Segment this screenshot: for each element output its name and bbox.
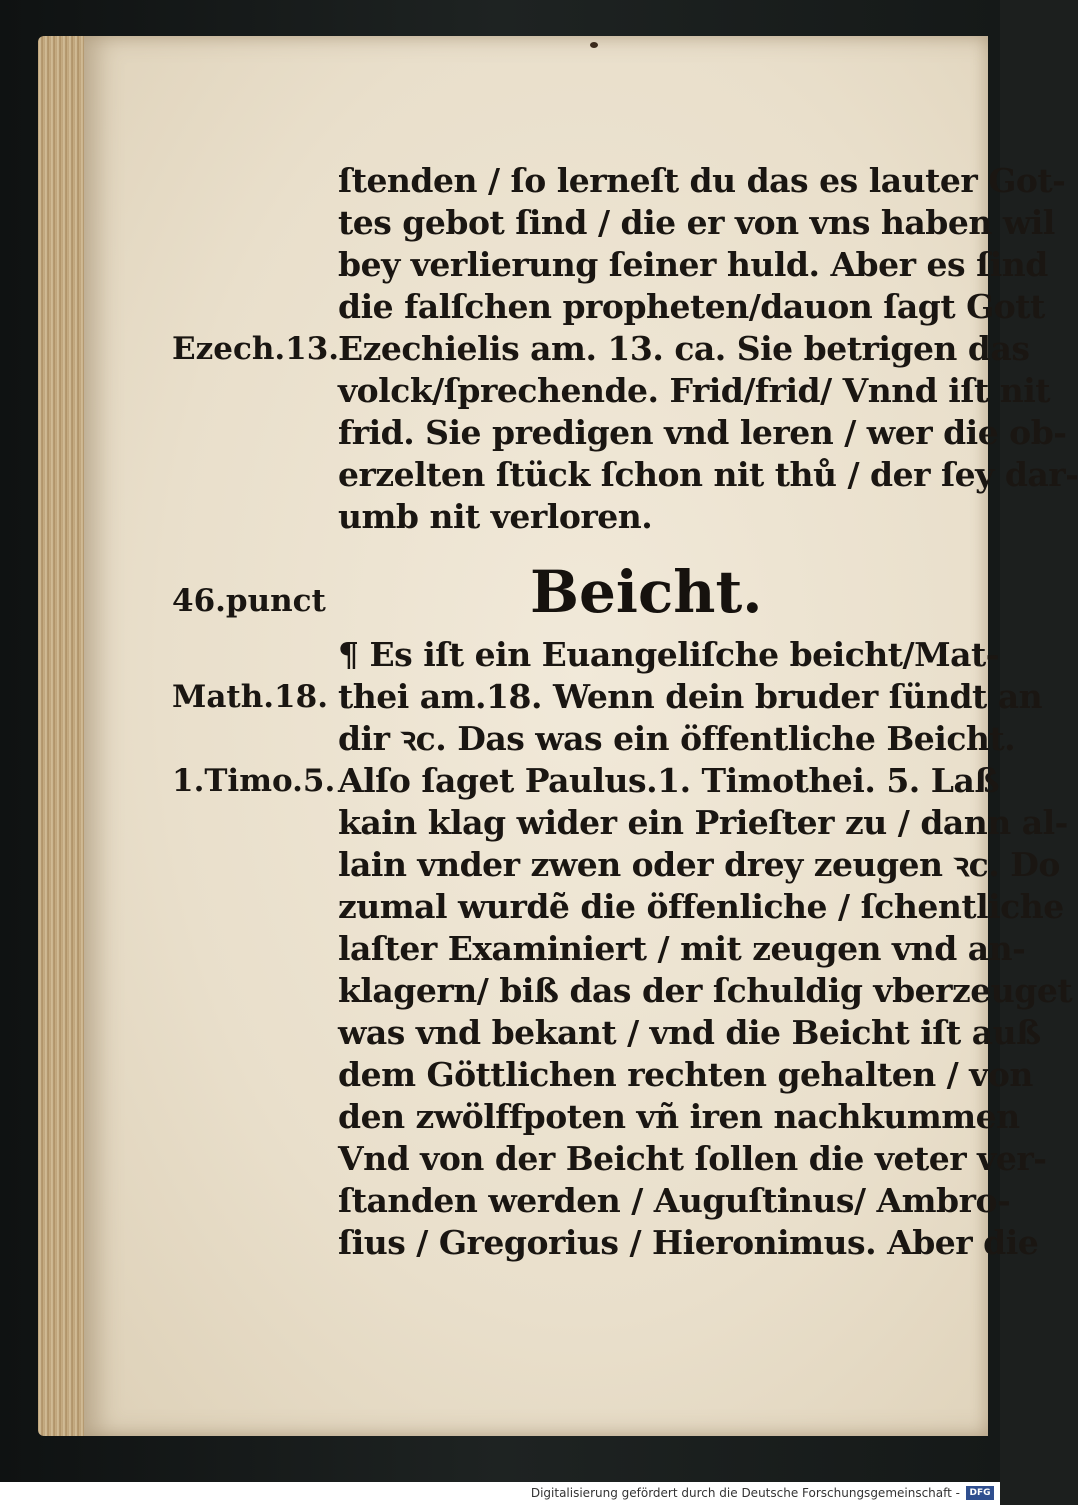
- text-line: frid. Sie predigen vnd leren / wer die ob-: [338, 413, 1067, 452]
- section-heading: Beicht.: [530, 558, 763, 626]
- text-line: die falſchen propheten/dauon ſagt Gott: [338, 287, 1045, 326]
- text-line: den zwölffpoten vñ iren nachkummen: [338, 1097, 1020, 1136]
- text-line: was vnd bekant / vnd die Beicht iſt auß: [338, 1013, 1041, 1052]
- ink-spot: [590, 42, 598, 48]
- footer-credit: Digitalisierung gefördert durch die Deutsche Forschungsgemeinschaft -: [530, 1486, 960, 1500]
- main-text-top: [338, 160, 1078, 538]
- book-page-edges: [38, 36, 90, 1436]
- text-line: Alſo ſaget Paulus.1. Timothei. 5. Laß: [338, 761, 999, 800]
- text-line: laſter Examiniert / mit zeugen vnd an-: [338, 929, 1026, 968]
- text-line: umb nit verloren.: [338, 497, 653, 536]
- margin-note-timo: 1.Timo.5.: [172, 763, 336, 799]
- text-line: lain vnder zwen oder drey zeugen ꝛc. Do: [338, 845, 1060, 884]
- margin-note-ezech: Ezech.13.: [172, 331, 340, 367]
- text-line: Vnd von der Beicht ſollen die veter ver-: [338, 1139, 1047, 1178]
- dfg-logo-icon: DFG: [966, 1486, 994, 1500]
- text-line: erzelten ſtück ſchon nit thů / der ſey dar-: [338, 455, 1078, 494]
- margin-note-math: Math.18.: [172, 679, 328, 715]
- text-line: ſtanden werden / Auguſtinus/ Ambro-: [338, 1181, 1011, 1220]
- text-line: dem Göttlichen rechten gehalten / von: [338, 1055, 1033, 1094]
- text-line: kain klag wider ein Prieſter zu / dann al-: [338, 803, 1068, 842]
- text-line: dir ꝛc. Das was ein öffentliche Beicht.: [338, 719, 1016, 758]
- text-line: volck/ſprechende. Frid/frid/ Vnnd iſt nit: [338, 371, 1051, 410]
- text-line: tes gebot ſind / die er von vns haben wil: [338, 203, 1055, 242]
- text-line: ſtenden / ſo lerneſt du das es lauter Got-: [338, 161, 1066, 200]
- footer-bar: [0, 1482, 1000, 1505]
- main-text-bottom: [338, 634, 1073, 1264]
- margin-note-punct: 46.punct: [172, 583, 326, 619]
- text-line: ſius / Gregorius / Hieronimus. Aber die: [338, 1223, 1039, 1262]
- text-line: bey verlierung ſeiner huld. Aber es ſind: [338, 245, 1048, 284]
- text-line: klagern/ biß das der ſchuldig vberzeuget: [338, 971, 1073, 1010]
- text-line: thei am.18. Wenn dein bruder ſündt an: [338, 677, 1043, 716]
- text-line: ¶ Es iſt ein Euangeliſche beicht/Mat-: [338, 635, 999, 674]
- text-line: zumal wurdẽ die öffenliche / ſchentliche: [338, 887, 1064, 926]
- text-line: Ezechielis am. 13. ca. Sie betrigen das: [338, 329, 1030, 368]
